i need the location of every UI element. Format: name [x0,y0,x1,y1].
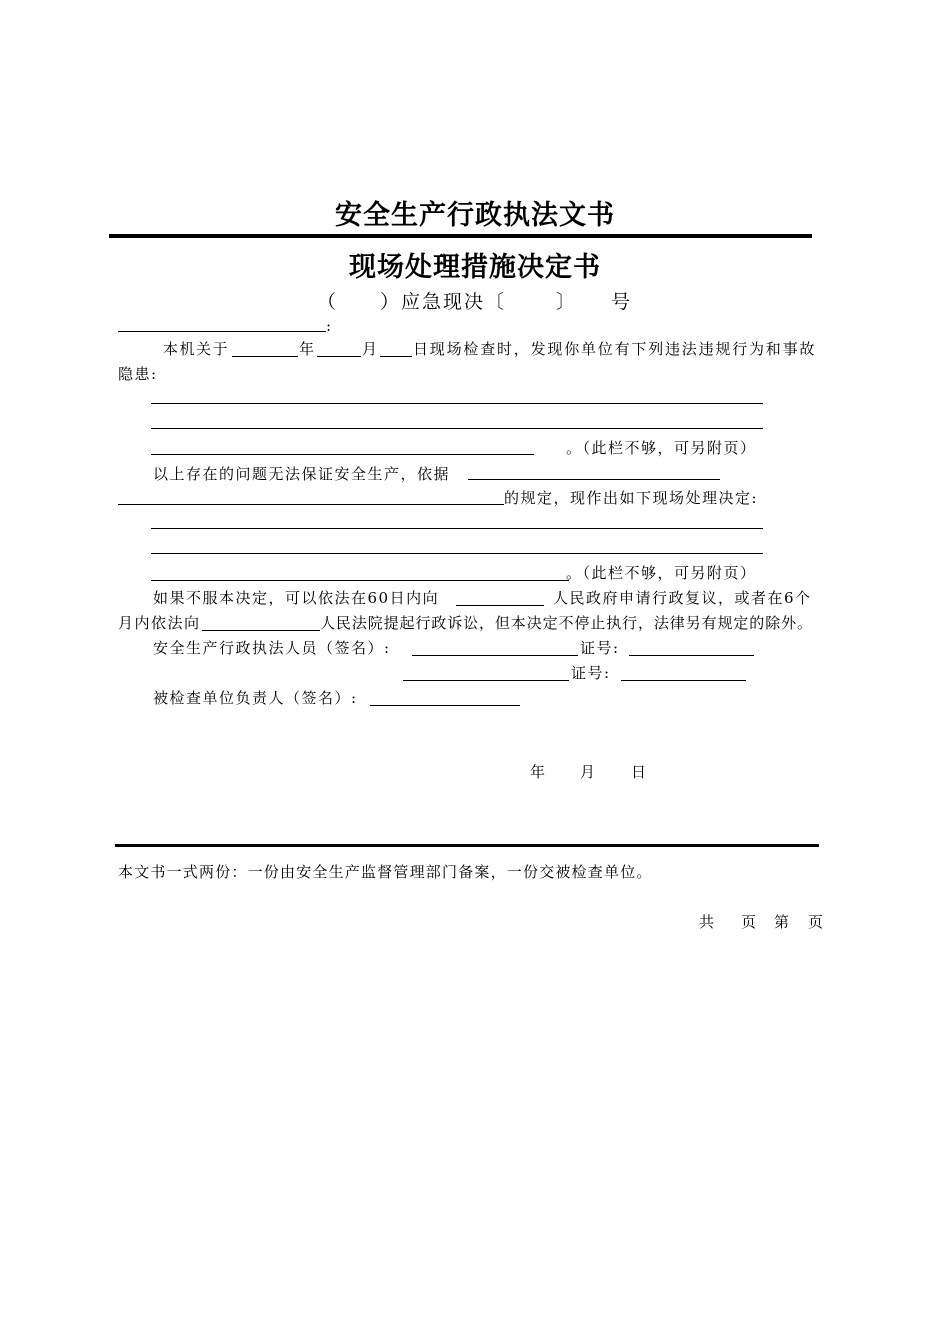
decision-line-3[interactable] [151,580,569,581]
para1-year-blank[interactable] [232,356,298,357]
date-month: 月 [580,763,597,781]
footer-divider [115,844,819,847]
decision-line-1[interactable] [151,528,763,529]
para1-day-text: 日现场检查时，发现你单位有下列违法违规行为和事故 [413,340,817,358]
government-blank[interactable] [456,605,544,606]
docno-open-paren: （ [317,291,337,313]
cert-number-blank-2[interactable] [621,680,746,681]
date-day: 日 [631,763,648,781]
para1-month: 月 [362,340,379,358]
inspected-signature-blank[interactable] [370,705,520,706]
decision-line-2[interactable] [151,553,763,554]
page-total-prefix: 共 [699,913,716,931]
officer-signature-blank-2[interactable] [403,680,569,681]
docno-suffix: 号 [611,291,631,313]
title-divider [109,234,812,238]
docno-prefix: ）应急现决〔 [380,291,507,313]
para2-suffix: 的规定，现作出如下现场处理决定: [504,489,759,507]
para2-prefix: 以上存在的问题无法保证安全生产，依据 [153,465,451,483]
legal-basis-blank-2[interactable] [118,504,504,505]
page-current-unit: 页 [808,913,825,931]
page-total-unit: 页 [741,913,758,931]
para1-prefix: 本机关于 [163,340,230,358]
violation-line-1[interactable] [151,403,763,404]
recipient-colon: : [326,317,333,335]
violation-line-2[interactable] [151,428,763,429]
legal-basis-blank-1[interactable] [468,479,720,480]
cert-number-blank-1[interactable] [629,655,754,656]
court-blank[interactable] [202,630,320,631]
officer-signature-blank-1[interactable] [412,655,578,656]
recipient-blank[interactable] [118,331,326,332]
decision-blank-note: 。（此栏不够，可另附页） [566,564,757,582]
document-title: 安全生产行政执法文书 [335,200,615,231]
violation-blank-note: 。（此栏不够，可另附页） [566,439,757,457]
document-subtitle: 现场处理措施决定书 [349,252,601,283]
para1-year: 年 [299,340,316,358]
date-year: 年 [530,763,547,781]
cert-label-1: 证号: [580,639,620,657]
page-current-prefix: 第 [774,913,791,931]
para3-line1-a: 如果不服本决定，可以依法在60日内向 [153,589,440,607]
violation-line-3[interactable] [151,454,534,455]
para3-line1-b: 人民政府申请行政复议，或者在6个 [553,589,812,607]
para1-month-blank[interactable] [317,356,361,357]
para1-continuation: 隐患: [118,365,158,383]
docno-close-bracket: 〕 [556,291,576,313]
footer-note: 本文书一式两份：一份由安全生产监督管理部门备案，一份交被检查单位。 [118,863,653,881]
para3-line2-b: 人民法院提起行政诉讼，但本决定不停止执行，法律另有规定的除外。 [320,614,813,632]
para3-line2-a: 月内依法向 [118,614,201,632]
para1-day-blank[interactable] [380,356,412,357]
cert-label-2: 证号: [571,664,611,682]
inspected-unit-label: 被检查单位负责人（签名）: [153,689,358,707]
officer-signature-label: 安全生产行政执法人员（签名）: [153,639,391,657]
